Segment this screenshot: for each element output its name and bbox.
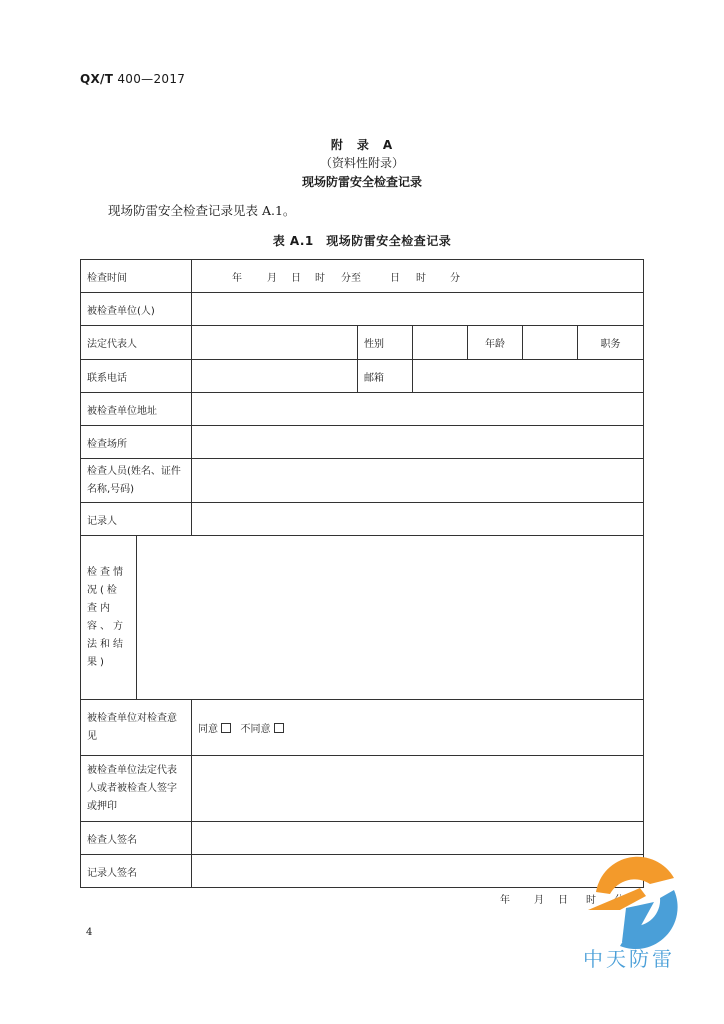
time-field[interactable]: 年 月 日 时 分至 日 时 分 xyxy=(192,260,644,293)
table-row xyxy=(81,700,644,756)
opinion-label: 被检查单位对检查意见 xyxy=(81,700,192,756)
record-title: 现场防雷安全检查记录 xyxy=(301,175,422,189)
time-label: 检查时间 xyxy=(81,260,192,293)
zip-label: 邮箱 xyxy=(358,360,413,393)
table-row xyxy=(81,503,644,536)
table-row xyxy=(81,536,644,700)
appendix-title: 附 录 A xyxy=(330,138,394,152)
standard-code: QX/T 400—2017 xyxy=(80,72,186,86)
recorder-sign-label: 记录人签名 xyxy=(81,855,192,888)
age-field[interactable] xyxy=(523,326,578,360)
inspector-sign-label: 检查人签名 xyxy=(81,822,192,855)
post-cell xyxy=(578,326,644,360)
table-row xyxy=(81,426,644,459)
intro-text: 现场防雷安全检查记录见表 A.1。 xyxy=(108,203,296,218)
table-row xyxy=(81,459,644,503)
page-number: 4 xyxy=(86,927,93,938)
appendix-type: （资料性附录） xyxy=(319,156,404,170)
site-label: 检查场所 xyxy=(81,426,192,459)
table-caption: 表 A.1 现场防雷安全检查记录 xyxy=(272,234,452,248)
table-row xyxy=(81,260,644,293)
unit-field[interactable] xyxy=(192,293,644,326)
disagree-checkbox[interactable] xyxy=(274,723,284,733)
table-row xyxy=(81,855,644,888)
address-field[interactable] xyxy=(192,393,644,426)
inspectors-label: 检查人员(姓名、证件名称,号码) xyxy=(81,459,192,503)
table-row xyxy=(81,293,644,326)
situation-label: 检查情况(检查内容、方法和结果) xyxy=(81,536,137,700)
rep-sign-field[interactable] xyxy=(192,756,644,822)
age-label: 年龄 xyxy=(468,326,523,360)
table-row xyxy=(81,756,644,822)
table-row xyxy=(81,822,644,855)
recorder-sign-field[interactable] xyxy=(192,855,644,888)
gender-field[interactable] xyxy=(413,326,468,360)
gender-label: 性别 xyxy=(358,326,413,360)
site-field[interactable] xyxy=(192,426,644,459)
recorder-field[interactable] xyxy=(192,503,644,536)
address-label: 被检查单位地址 xyxy=(81,393,192,426)
recorder-label: 记录人 xyxy=(81,503,192,536)
agree-label: 同意 xyxy=(198,724,218,735)
inspectors-field[interactable] xyxy=(192,459,644,503)
inspector-sign-field[interactable] xyxy=(192,822,644,855)
phone-label: 联系电话 xyxy=(81,360,192,393)
situation-field[interactable] xyxy=(137,536,644,700)
rep-field[interactable] xyxy=(192,326,358,360)
table-row xyxy=(81,326,644,360)
rep-sign-label: 被检查单位法定代表人或者被检查人签字或押印 xyxy=(81,756,192,822)
watermark-text: 中天防雷 xyxy=(583,947,675,971)
zip-field[interactable] xyxy=(413,360,644,393)
unit-label: 被检查单位(人) xyxy=(81,293,192,326)
phone-field[interactable] xyxy=(192,360,358,393)
post-label: 职务 xyxy=(600,339,621,350)
agree-checkbox[interactable] xyxy=(221,723,231,733)
opinion-field xyxy=(192,700,644,756)
disagree-label: 不同意 xyxy=(240,724,271,735)
table-row xyxy=(81,393,644,426)
table-row xyxy=(81,360,644,393)
rep-label: 法定代表人 xyxy=(81,326,192,360)
inspection-record-table xyxy=(80,259,644,888)
